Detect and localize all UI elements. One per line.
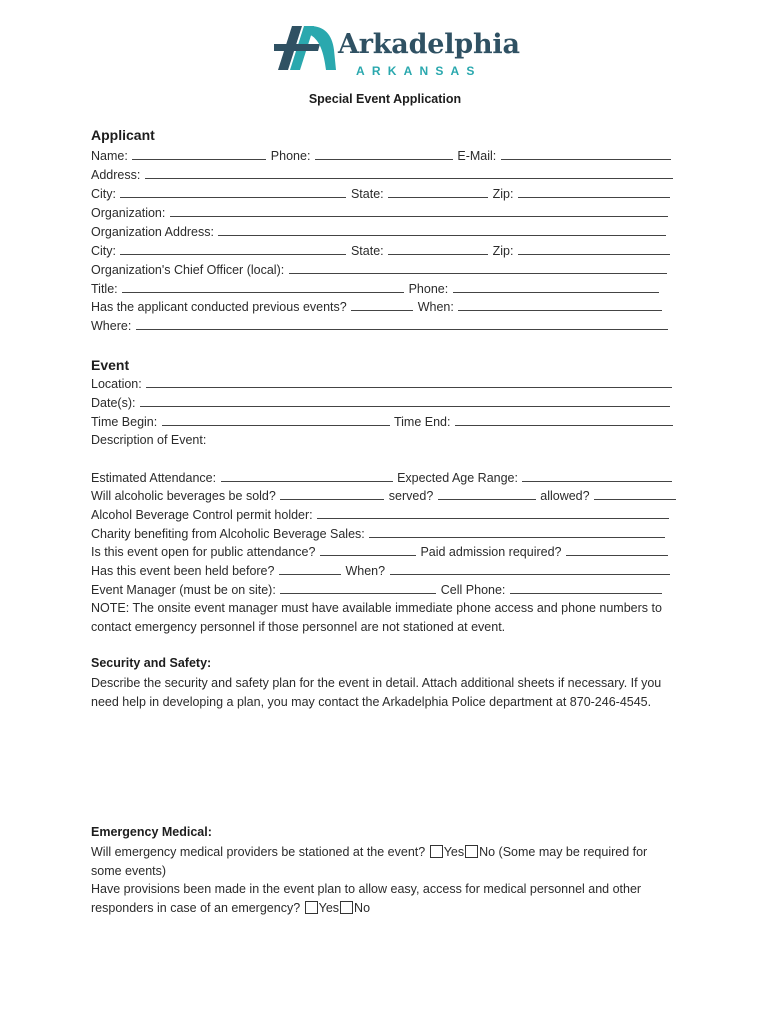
address-field[interactable] bbox=[145, 177, 673, 179]
medical-heading: Emergency Medical: bbox=[91, 825, 212, 839]
title-field[interactable] bbox=[122, 291, 404, 293]
title-label: Title: bbox=[91, 282, 118, 296]
alcohol-sold-field[interactable] bbox=[280, 498, 384, 500]
arkadelphia-logo bbox=[274, 24, 520, 82]
held-when-field[interactable] bbox=[390, 573, 670, 575]
previous-events-field[interactable] bbox=[351, 309, 413, 311]
organization-field[interactable] bbox=[170, 215, 668, 217]
alcohol-allowed-field[interactable] bbox=[594, 498, 676, 500]
attendance-row bbox=[91, 469, 673, 487]
logo-wordmark: Arkadelphia bbox=[338, 29, 520, 60]
alcohol-served-field[interactable] bbox=[438, 498, 536, 500]
previous-when-field[interactable] bbox=[458, 309, 662, 311]
location-row bbox=[91, 375, 673, 393]
attendance-field[interactable] bbox=[221, 480, 393, 482]
alcohol-row bbox=[91, 487, 673, 505]
city-row bbox=[91, 185, 673, 203]
dates-label: Date(s): bbox=[91, 396, 136, 410]
public-row bbox=[91, 543, 673, 561]
chief-officer-field[interactable] bbox=[289, 272, 667, 274]
medical-q1-yes-checkbox[interactable] bbox=[430, 845, 443, 858]
manager-row bbox=[91, 581, 673, 599]
time-end-label: Time End: bbox=[393, 415, 451, 429]
name-field[interactable] bbox=[132, 158, 266, 160]
title-row bbox=[91, 280, 673, 298]
email-field[interactable] bbox=[501, 158, 671, 160]
organization-row bbox=[91, 204, 673, 222]
charity-field[interactable] bbox=[369, 536, 665, 538]
chief-officer-row bbox=[91, 261, 673, 279]
name-label: Name: bbox=[91, 149, 128, 163]
dates-field[interactable] bbox=[140, 405, 670, 407]
security-instructions: Describe the security and safety plan for the event in detail. Attach additional sheets if necessary. If you need help in developing a plan, you may contact the Arkadelphia Police department at 870-246-4545. bbox=[91, 676, 662, 709]
medical-q2-yes-label: Yes bbox=[318, 900, 340, 915]
held-before-label: Has this event been held before? bbox=[91, 564, 275, 578]
email-label: E-Mail: bbox=[457, 149, 497, 163]
alcohol-sold-label: Will alcoholic beverages be sold? bbox=[91, 489, 276, 503]
attendance-label: Estimated Attendance: bbox=[91, 471, 217, 485]
age-range-field[interactable] bbox=[522, 480, 672, 482]
organization-label: Organization: bbox=[91, 206, 166, 220]
address-label: Address: bbox=[91, 168, 141, 182]
org-state-field[interactable] bbox=[388, 253, 488, 255]
manager-field[interactable] bbox=[280, 592, 436, 594]
dates-row bbox=[91, 394, 673, 412]
state-field[interactable] bbox=[388, 196, 488, 198]
time-begin-label: Time Begin: bbox=[91, 415, 158, 429]
city-field[interactable] bbox=[120, 196, 346, 198]
medical-q1-label: Will emergency medical providers be stationed at the event? bbox=[91, 845, 426, 859]
held-when-label: When? bbox=[345, 564, 386, 578]
charity-label: Charity benefiting from Alcoholic Beverage Sales: bbox=[91, 527, 365, 541]
document-title: Special Event Application bbox=[308, 92, 462, 106]
time-end-field[interactable] bbox=[455, 424, 673, 426]
medical-question-2 bbox=[91, 880, 676, 917]
zip-label: Zip: bbox=[492, 187, 514, 201]
held-before-row bbox=[91, 562, 673, 580]
phone-field[interactable] bbox=[315, 158, 453, 160]
where-row bbox=[91, 317, 673, 335]
medical-q1-no-checkbox[interactable] bbox=[465, 845, 478, 858]
paid-label: Paid admission required? bbox=[420, 545, 562, 559]
abc-permit-field[interactable] bbox=[317, 517, 669, 519]
held-before-field[interactable] bbox=[279, 573, 341, 575]
chief-officer-label: Organization's Chief Officer (local): bbox=[91, 263, 285, 277]
medical-q2-no-checkbox[interactable] bbox=[340, 901, 353, 914]
org-state-label: State: bbox=[350, 244, 384, 258]
state-label: State: bbox=[350, 187, 384, 201]
alcohol-served-label: served? bbox=[388, 489, 434, 503]
logo-state: ARKANSAS bbox=[356, 64, 482, 78]
zip-field[interactable] bbox=[518, 196, 670, 198]
previous-when-label: When: bbox=[417, 300, 454, 314]
age-range-label: Expected Age Range: bbox=[397, 471, 518, 485]
applicant-heading: Applicant bbox=[91, 127, 155, 143]
chief-phone-label: Phone: bbox=[408, 282, 449, 296]
medical-question-1 bbox=[91, 843, 676, 880]
public-label: Is this event open for public attendance? bbox=[91, 545, 316, 559]
description-label: Description of Event: bbox=[91, 433, 207, 447]
cell-phone-field[interactable] bbox=[510, 592, 662, 594]
manager-label: Event Manager (must be on site): bbox=[91, 583, 276, 597]
time-begin-field[interactable] bbox=[162, 424, 390, 426]
city-label: City: bbox=[91, 187, 116, 201]
medical-q1-yes-label: Yes bbox=[443, 845, 465, 859]
cell-phone-label: Cell Phone: bbox=[440, 583, 506, 597]
applicant-name-row bbox=[91, 147, 673, 165]
time-row bbox=[91, 413, 673, 431]
medical-q1-no-label: No (Some may be required for some events) bbox=[91, 845, 648, 878]
description-row bbox=[91, 431, 673, 449]
where-label: Where: bbox=[91, 319, 132, 333]
where-field[interactable] bbox=[136, 328, 668, 330]
org-city-row bbox=[91, 242, 673, 260]
medical-q2-no-label: No bbox=[354, 900, 371, 915]
security-heading: Security and Safety: bbox=[91, 656, 212, 670]
public-field[interactable] bbox=[320, 554, 416, 556]
event-manager-note: NOTE: The onsite event manager must have available immediate phone access and phone numbers to contact emergency personnel if those personnel are not stationed at event. bbox=[91, 601, 662, 634]
org-zip-field[interactable] bbox=[518, 253, 670, 255]
previous-events-label: Has the applicant conducted previous events? bbox=[91, 300, 347, 314]
address-row bbox=[91, 166, 673, 184]
org-zip-label: Zip: bbox=[492, 244, 514, 258]
abc-permit-row bbox=[91, 506, 673, 524]
phone-label: Phone: bbox=[270, 149, 311, 163]
abc-permit-label: Alcohol Beverage Control permit holder: bbox=[91, 508, 313, 522]
medical-q2-label: Have provisions been made in the event plan to allow easy, access for medical personnel and other responders in case of an emergency? bbox=[91, 882, 642, 915]
medical-q2-yes-checkbox[interactable] bbox=[305, 901, 318, 914]
org-city-label: City: bbox=[91, 244, 116, 258]
org-address-row bbox=[91, 223, 673, 241]
org-address-label: Organization Address: bbox=[91, 225, 214, 239]
arkadelphia-logo-icon bbox=[274, 24, 338, 72]
event-heading: Event bbox=[91, 357, 130, 373]
location-field[interactable] bbox=[146, 386, 672, 388]
location-label: Location: bbox=[91, 377, 142, 391]
alcohol-allowed-label: allowed? bbox=[540, 489, 590, 503]
org-address-field[interactable] bbox=[218, 234, 666, 236]
paid-field[interactable] bbox=[566, 554, 668, 556]
previous-events-row bbox=[91, 298, 673, 316]
chief-phone-field[interactable] bbox=[453, 291, 659, 293]
org-city-field[interactable] bbox=[120, 253, 346, 255]
charity-row bbox=[91, 525, 673, 543]
